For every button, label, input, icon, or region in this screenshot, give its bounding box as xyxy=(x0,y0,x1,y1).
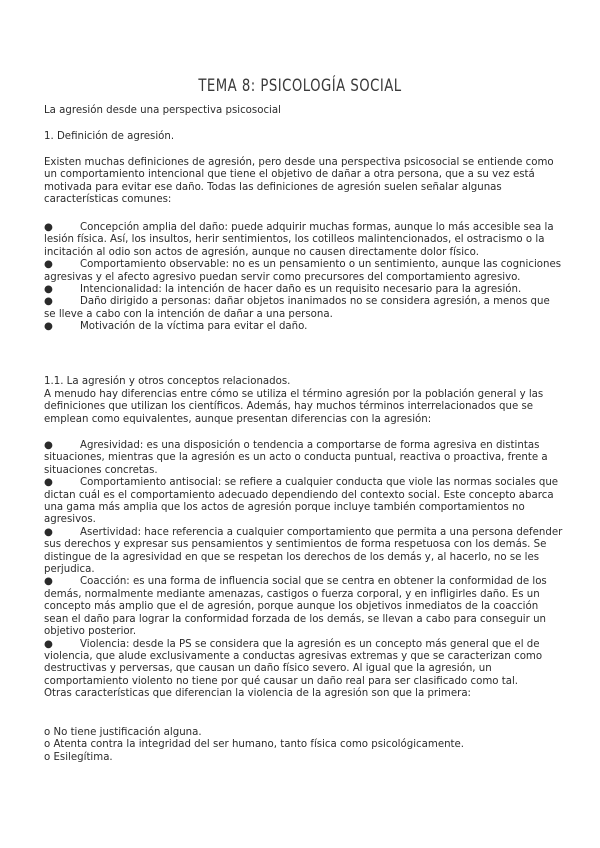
page-title: TEMA 8: PSICOLOGÍA SOCIAL xyxy=(198,76,402,96)
bullet-list-2 xyxy=(44,440,564,701)
list-item: ● Intencionalidad: la intención de hacer daño es un requisito necesario para la agresión. xyxy=(44,284,522,296)
sub-item: o Esilegítima. xyxy=(44,751,113,763)
list-item: ● Motivación de la víctima para evitar el daño. xyxy=(44,321,308,333)
section-heading: La agresión desde una perspectiva psicosocial xyxy=(44,105,281,116)
sub-item: o No tiene justificación alguna. xyxy=(44,727,202,738)
list-item: ● Concepción amplia del daño: puede adquirir muchas formas, aunque lo más accesible sea la lesión física. Así, los insultos, herir sentimientos, los cotilleos malintencionados, el ostracismo o la incitación al odio son actos de agresión, aunque no causen directamente dolor físico. xyxy=(44,222,554,258)
sub-list xyxy=(44,727,564,764)
closing-paragraph: Otras características que diferencian la violencia de la agresión son que la primera: xyxy=(44,688,471,700)
list-item: ● Comportamiento antisocial: se refiere a cualquier conducta que viole las normas sociales que dictan cuál es el comportamiento adecuado dependiendo del contexto social. Este concepto abarca una gama más amplia que los actos de agresión porque incluye también comportamientos no agresivos. xyxy=(44,477,559,526)
intro-1-1-paragraph: A menudo hay diferencias entre cómo se utiliza el término agresión por la población general y las definiciones que utilizan los científicos. Además, hay muchos términos interrelacionados que se emplean como equivalentes, aunque presentan diferencias con la agresión: xyxy=(44,389,544,425)
list-item: ● Agresividad: es una disposición o tendencia a comportarse de forma agresiva en distintas situaciones, mientras que la agresión es un acto o conducta puntual, reactiva o proactiva, frente a situaciones concretas. xyxy=(44,440,548,476)
list-item: ● Comportamiento observable: no es un pensamiento o un sentimiento, aunque las cogniciones agresivas y el afecto agresivo puedan servir como precursores del comportamiento agresivo. xyxy=(44,259,562,283)
list-item: ● Violencia: desde la PS se considera que la agresión es un concepto más general que el de violencia, que alude exclusivamente a conductas agresivas extremas y que se caracterizan como destructivas y perversas, que causan un daño físico severo. Al igual que la agresión, un comportamiento violento no tiene por qué causar un daño real para ser clasificado como tal. xyxy=(44,638,543,687)
bullet-list-1 xyxy=(44,222,564,334)
heading-definicion: 1. Definición de agresión. xyxy=(44,131,175,142)
sub-item: o Atenta contra la integridad del ser humano, tanto física como psicológicamente. xyxy=(44,739,465,751)
list-item: ● Asertividad: hace referencia a cualquier comportamiento que permita a una persona defender sus derechos y expresar sus pensamientos y sentimientos de forma respetuosa con los demás. Se distingue de la agresividad en que se respetan los derechos de los demás y, al hacerlo, no se les perjudica. xyxy=(44,526,563,576)
list-item: ● Daño dirigido a personas: dañar objetos inanimados no se considera agresión, a menos que se lleve a cabo con la intención de dañar a una persona. xyxy=(44,296,550,320)
intro-paragraph: Existen muchas definiciones de agresión, pero desde una perspectiva psicosocial se entiende como un comportamiento intencional que tiene el objetivo de dañar a otra persona, que a su vez está motivada para evitar ese daño. Todas las definiciones de agresión suelen señalar algunas características comunes: xyxy=(44,157,554,206)
list-item: ● Coacción: es una forma de influencia social que se centra en obtener la conformidad de los demás, normalmente mediante amenazas, castigos o fuerza corporal, y en infligirles daño. Es un concepto más amplio que el de agresión, porque aunque los objetivos inmediatos de la coacción sean el daño para lograr la conformidad forzada de los demás, se llevan a cabo para conseguir un objetivo posterior. xyxy=(44,576,547,638)
heading-conceptos: 1.1. La agresión y otros conceptos relacionados. xyxy=(44,376,291,387)
